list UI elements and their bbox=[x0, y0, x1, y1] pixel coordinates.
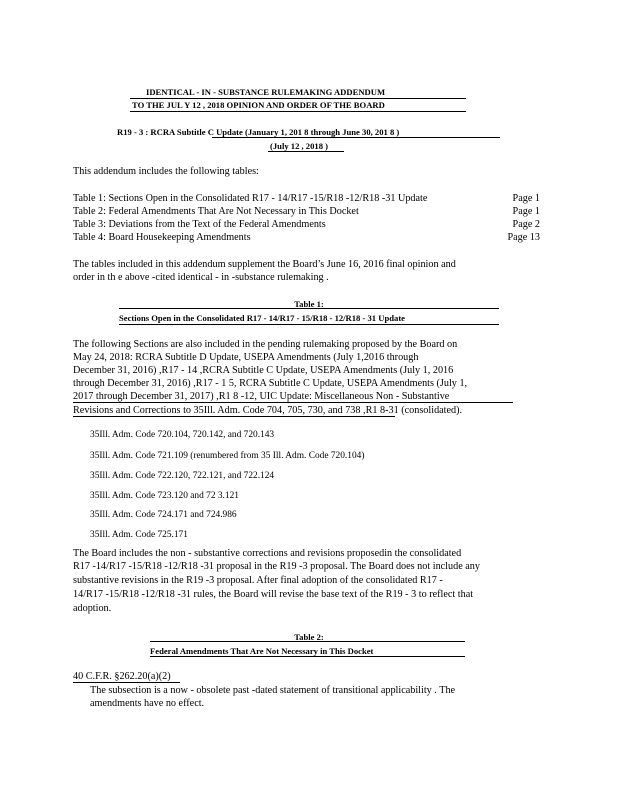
toc-page-3: Page 2 bbox=[512, 219, 540, 230]
docket-date: (July 12 , 2018 ) bbox=[270, 141, 329, 151]
table1-caption: Sections Open in the Consolidated R17 - 14/R17 - 15/R18 - 12/R18 - 31 Update bbox=[119, 313, 405, 323]
table1-para2-line-2: R17 -14/R17 -15/R18 -12/R18 -31 proposal in the R19 -3 proposal. The Board does not include any bbox=[73, 561, 480, 572]
toc-item-4: Table 4: Board Housekeeping Amendments bbox=[73, 232, 251, 243]
toc-item-3: Table 3: Deviations from the Text of the Federal Amendments bbox=[73, 219, 326, 230]
toc-item-1: Table 1: Sections Open in the Consolidated R17 - 14/R17 -15/R18 -12/R18 -31 Update bbox=[73, 193, 428, 204]
table1-para2-line-4: 14/R17 -15/R18 -12/R18 -31 rules, the Board will revise the base text of the R19 - 3 to reflect that bbox=[73, 589, 474, 600]
intro-text: This addendum includes the following tables: bbox=[73, 166, 259, 177]
toc-page-4: Page 13 bbox=[507, 232, 540, 243]
table2-label-underline bbox=[150, 641, 465, 642]
table2-label: Table 2: bbox=[294, 632, 324, 642]
toc-page-2: Page 1 bbox=[512, 206, 540, 217]
toc-page-1: Page 1 bbox=[512, 193, 540, 204]
table1-list-item-4: 35Ill. Adm. Code 723.120 and 72 3.121 bbox=[90, 491, 239, 501]
cfr-description-line-2: amendments have no effect. bbox=[90, 698, 205, 709]
supplement-line-2: order in th e above -cited identical - in -substance rulemaking . bbox=[73, 272, 329, 283]
table1-para-line-2: May 24, 2018: RCRA Subtitle D Update, USEPA Amendments (July 1,2016 through bbox=[73, 352, 419, 363]
table1-para2-line-1: The Board includes the non - substantive corrections and revisions proposedin the consolidated bbox=[73, 548, 462, 559]
cfr-citation: 40 C.F.R. §262.20(a)(2) bbox=[73, 671, 171, 682]
docket-line: R19 - 3 : RCRA Subtitle C Update (January 1, 201 8 through June 30, 201 8 ) bbox=[117, 127, 400, 137]
table1-para-line-5: 2017 through December 31, 2017) ,R1 8 -12, UIC Update: Miscellaneous Non - Substantive bbox=[73, 391, 450, 402]
table1-para-line-4: through December 31, 2016) ,R17 - 1 5, RCRA Subtitle C Update, USEPA Amendments (July 1, bbox=[73, 378, 468, 389]
header-line-1: IDENTICAL - IN - SUBSTANCE RULEMAKING ADDENDUM bbox=[146, 87, 386, 97]
docket-underline-1 bbox=[212, 137, 500, 138]
table1-para-underline-6 bbox=[73, 416, 395, 417]
table1-list-item-2: 35Ill. Adm. Code 721.109 (renumbered from 35 Ill. Adm. Code 720.104) bbox=[90, 451, 365, 461]
table1-para-underline-5 bbox=[73, 402, 513, 403]
table1-label: Table 1: bbox=[294, 299, 324, 309]
cfr-description-line-1: The subsection is a now - obsolete past -dated statement of transitional applicability . The bbox=[90, 685, 456, 696]
table1-para2-line-3: substantive revisions in the R19 -3 proposal. After final adoption of the consolidated R17 - bbox=[73, 575, 443, 586]
table1-list-item-5: 35Ill. Adm. Code 724.171 and 724.986 bbox=[90, 510, 237, 520]
header-line-2: TO THE JUL Y 12 , 2018 OPINION AND ORDER OF THE BOARD bbox=[132, 100, 385, 110]
table1-list-item-1: 35Ill. Adm. Code 720.104, 720.142, and 720.143 bbox=[90, 430, 275, 440]
header-underline-1 bbox=[130, 98, 466, 99]
table1-para-line-3: December 31, 2016) ,R17 - 14 ,RCRA Subtitle C Update, USEPA Amendments (July 1, 2016 bbox=[73, 365, 454, 376]
toc-item-2: Table 2: Federal Amendments That Are Not Necessary in This Docket bbox=[73, 206, 359, 217]
table2-caption-underline bbox=[150, 656, 465, 657]
table2-caption: Federal Amendments That Are Not Necessary in This Docket bbox=[150, 646, 374, 656]
table1-caption-underline bbox=[119, 324, 499, 325]
table1-list-item-6: 35Ill. Adm. Code 725.171 bbox=[90, 530, 188, 540]
docket-underline-2 bbox=[268, 151, 344, 152]
table1-para-line-6: Revisions and Corrections to 35Ill. Adm. Code 704, 705, 730, and 738 ,R1 8-31 (consolidated). bbox=[73, 405, 463, 416]
supplement-line-1: The tables included in this addendum supplement the Board’s June 16, 2016 final opinion and bbox=[73, 259, 456, 270]
table1-list-item-3: 35Ill. Adm. Code 722.120, 722.121, and 722.124 bbox=[90, 471, 275, 481]
table1-para2-line-5: adoption. bbox=[73, 603, 112, 614]
cfr-citation-underline bbox=[73, 682, 180, 683]
table1-label-underline bbox=[119, 308, 499, 309]
table1-para-line-1: The following Sections are also included in the pending rulemaking proposed by the Board on bbox=[73, 339, 458, 350]
header-underline-2 bbox=[130, 111, 466, 112]
